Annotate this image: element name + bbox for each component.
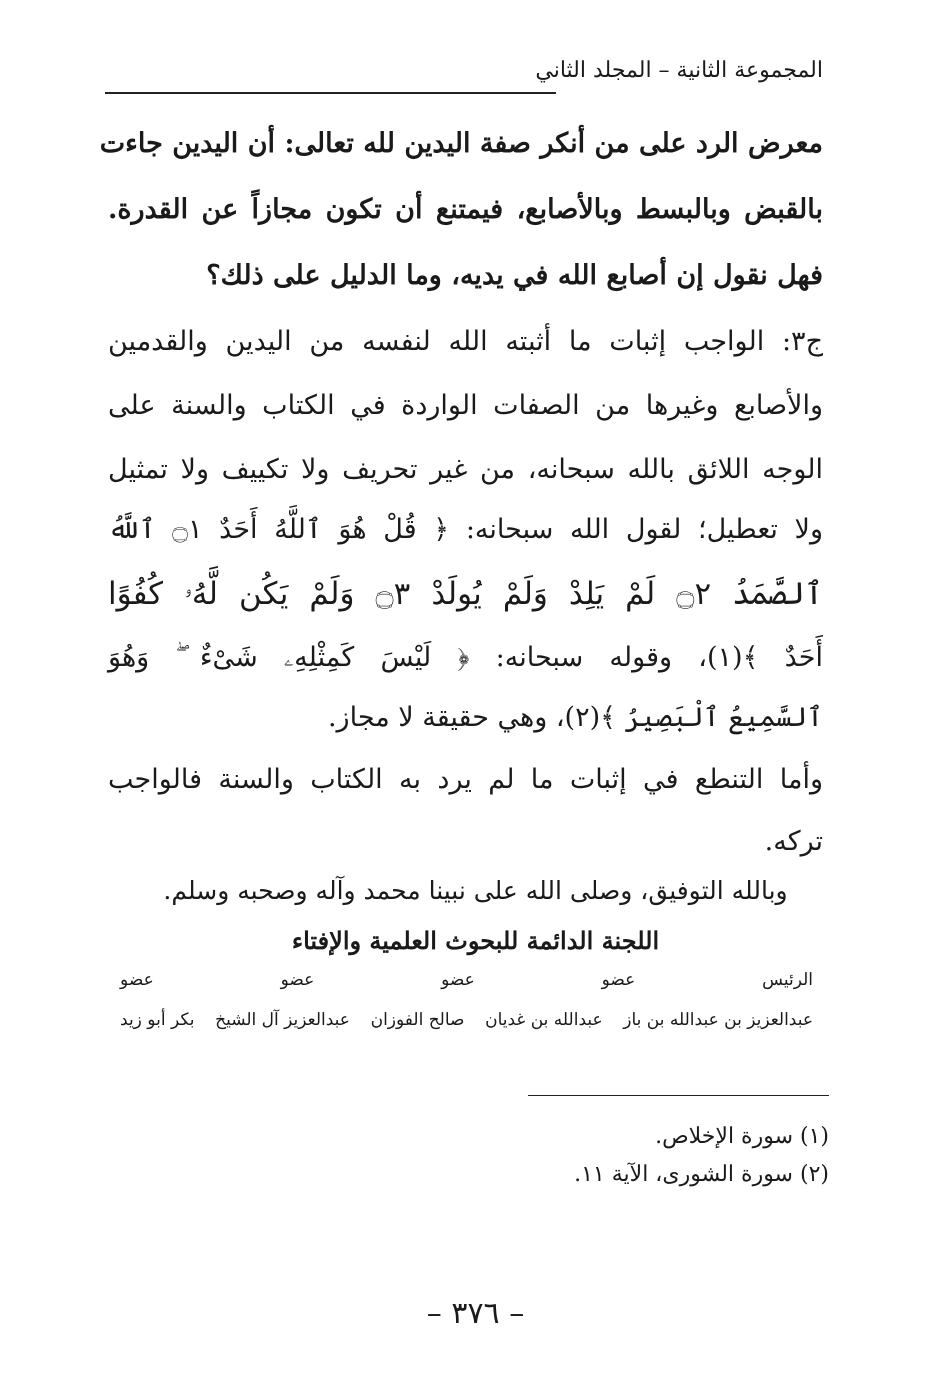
member-role: عضو xyxy=(120,970,154,990)
paragraph-2-line-2: تركه. xyxy=(764,826,823,857)
president-role: الرئيس xyxy=(762,970,813,990)
footnote-2: (٢) سورة الشورى، الآية ١١. xyxy=(574,1162,829,1187)
closing-line: وبالله التوفيق، وصلى الله على نبينا محمد وآله وصحبه وسلم. xyxy=(163,876,788,905)
footnote-rule xyxy=(528,1095,829,1096)
header-rule xyxy=(105,92,556,94)
footnote-1: (١) سورة الإخلاص. xyxy=(655,1124,829,1149)
signature-roles-row xyxy=(120,970,813,990)
president-name: عبدالعزيز بن عبدالله بن باز xyxy=(623,1010,813,1030)
question-line-3: فهل نقول إن أصابع الله في يديه، وما الدليل على ذلك؟ xyxy=(206,260,823,291)
answer-line-2: والأصابع وغيرها من الصفات الواردة في الكتاب والسنة على xyxy=(108,390,823,421)
answer-line-5-quran: ٱلصَّمَدُ ۝٢ لَمْ يَلِدْ وَلَمْ يُولَدْ ۝٣ وَلَمْ يَكُن لَّهُۥ كُفُوًا xyxy=(108,576,823,612)
question-line-2: بالقبض وبالبسط وبالأصابع، فيمتنع أن تكون مجازاً عن القدرة. xyxy=(108,194,823,225)
member-role: عضو xyxy=(441,970,475,990)
answer-line-4: ولا تعطيل؛ لقول الله سبحانه: ﴿ قُلْ هُوَ ٱللَّهُ أَحَدٌ ۝١ ٱللَّهُ xyxy=(108,514,823,545)
paragraph-2-line-1: وأما التنطع في إثبات ما لم يرد به الكتاب والسنة فالواجب xyxy=(108,764,823,795)
running-header: المجموعة الثانية – المجلد الثاني xyxy=(535,58,823,83)
member-name: صالح الفوزان xyxy=(370,1010,465,1030)
answer-line-7: ٱلسَّمِيعُ ٱلْبَصِيرُ ﴾(٢)، وهي حقيقة لا مجاز. xyxy=(327,702,823,733)
page-number: – ٣٧٦ – xyxy=(426,1296,525,1331)
answer-line-3: الوجه اللائق بالله سبحانه، من غير تحريف ولا تكييف ولا تمثيل xyxy=(108,454,823,485)
member-name: عبدالعزيز آل الشيخ xyxy=(215,1010,350,1030)
signature-names-row xyxy=(120,1010,813,1030)
member-role: عضو xyxy=(601,970,636,990)
member-name: بكر أبو زيد xyxy=(120,1010,195,1030)
committee-title: اللجنة الدائمة للبحوث العلمية والإفتاء xyxy=(291,926,660,955)
member-name: عبدالله بن غديان xyxy=(485,1010,603,1030)
member-role: عضو xyxy=(280,970,315,990)
question-line-1: معرض الرد على من أنكر صفة اليدين لله تعالى: أن اليدين جاءت xyxy=(99,128,823,159)
answer-line-6: أَحَدٌ ﴾(١)، وقوله سبحانه: ﴿ لَيْسَ كَمِثْلِهِۦ شَىْءٌ ۖ وَهُوَ xyxy=(108,642,823,673)
answer-line-1: ج٣: الواجب إثبات ما أثبته الله لنفسه من اليدين والقدمين xyxy=(108,326,823,357)
